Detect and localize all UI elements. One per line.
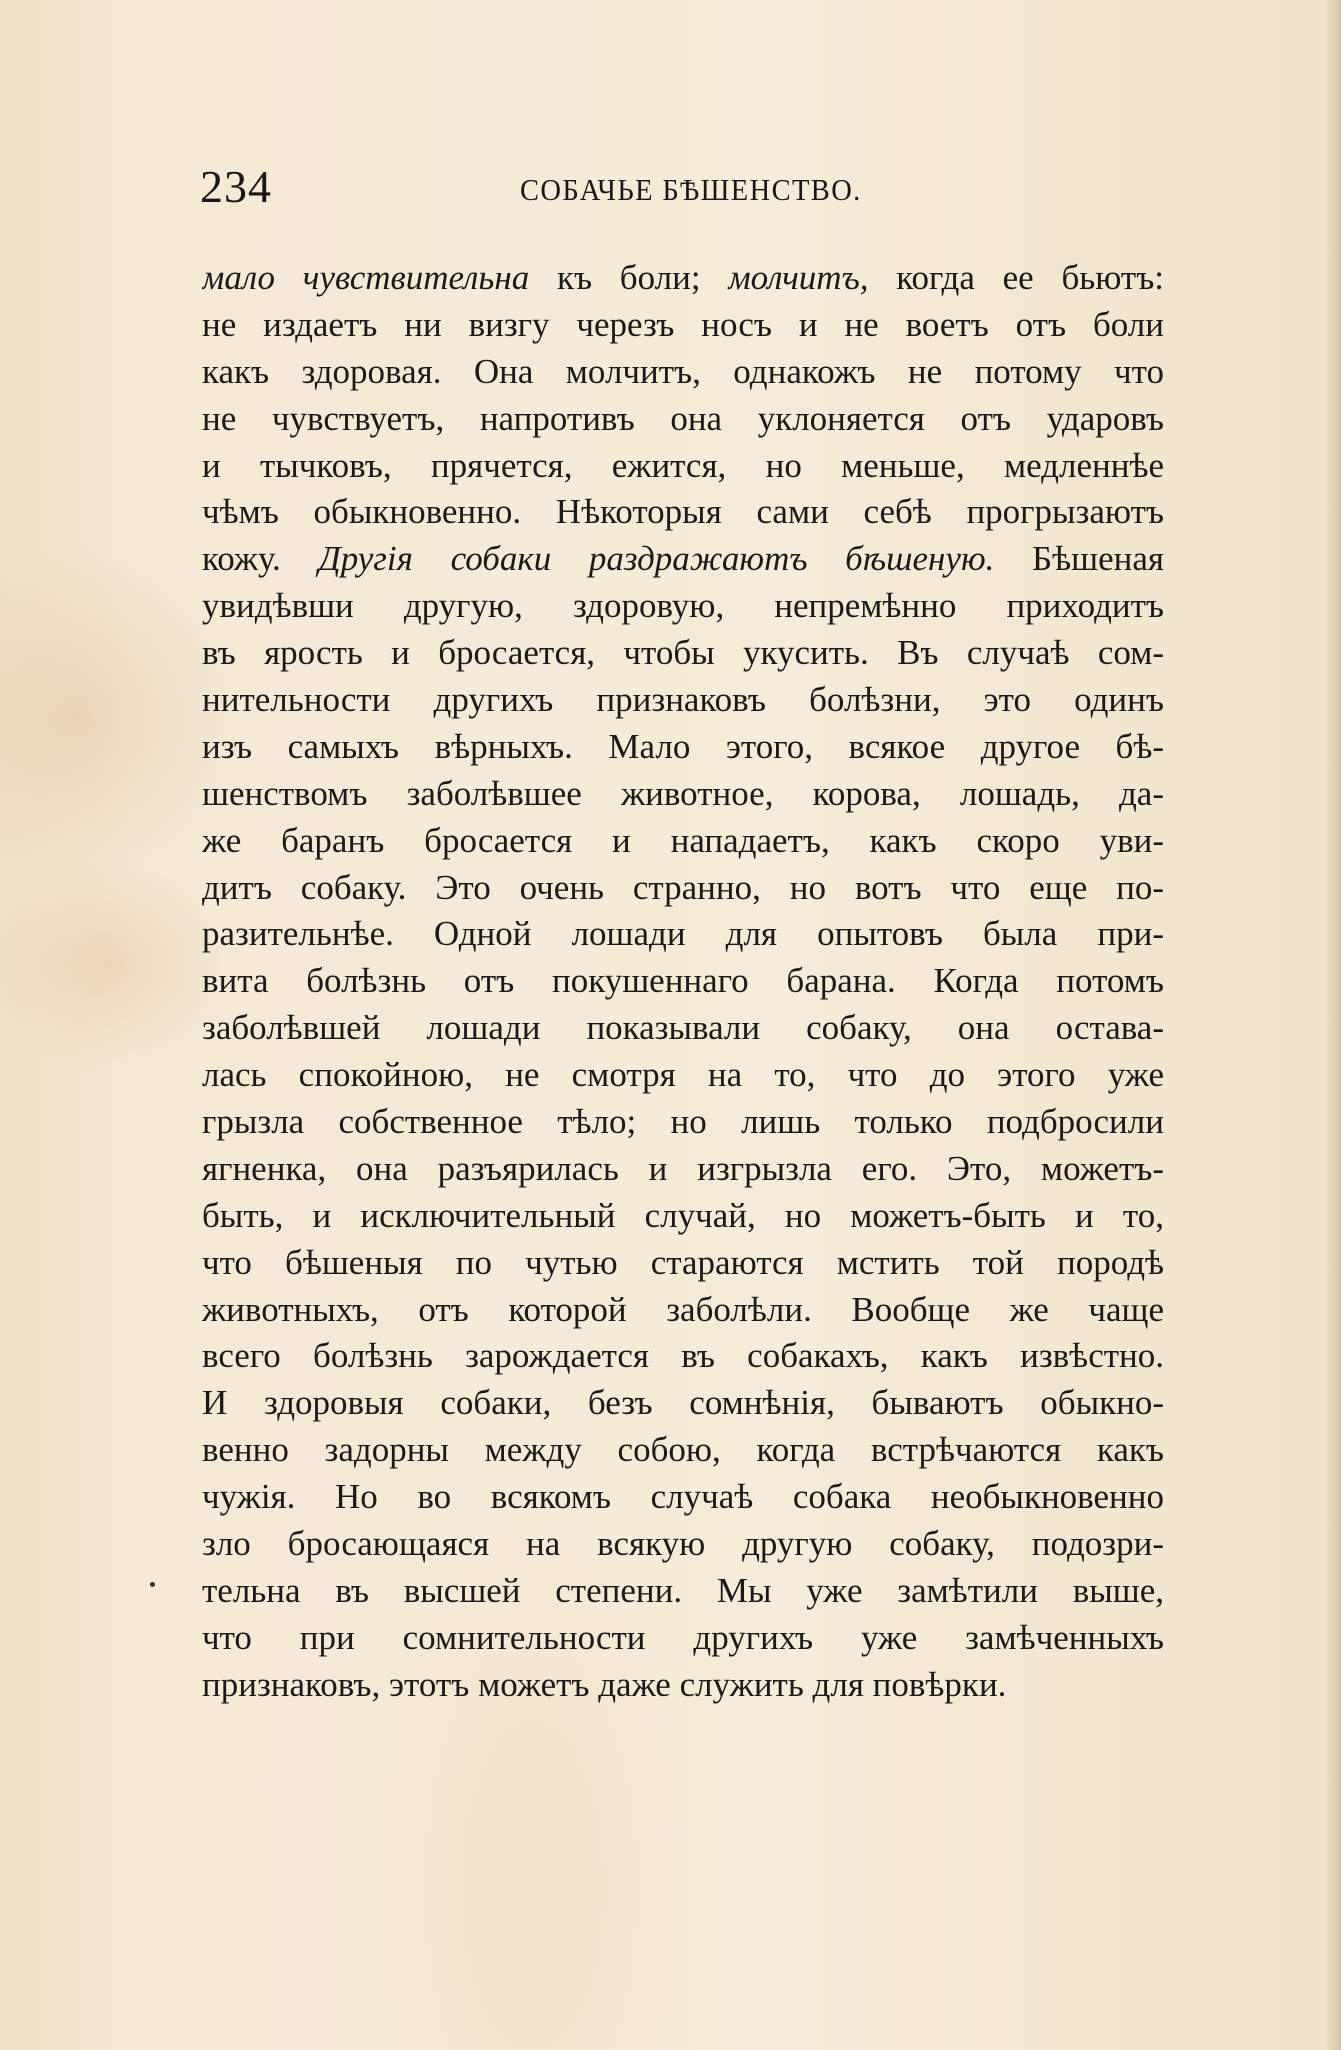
text-segment: чѣмъ обыкновенно. Нѣкоторыя сами себѣ прогрызаютъ xyxy=(202,492,1164,532)
text-line xyxy=(202,1427,1164,1474)
text-segment: всего болѣзнь зарождается въ собакахъ, какъ извѣстно. xyxy=(202,1336,1164,1376)
text-line xyxy=(202,1287,1164,1334)
text-segment: чужія. Но во всякомъ случаѣ собака необыкновенно xyxy=(202,1477,1164,1517)
page-number: 234 xyxy=(200,161,272,212)
text-segment: дитъ собаку. Это очень странно, но вотъ что еще по- xyxy=(202,867,1164,907)
text-line xyxy=(202,1193,1164,1240)
text-line xyxy=(202,536,1164,583)
text-line xyxy=(202,1146,1164,1193)
text-segment: кожу. xyxy=(202,539,319,579)
text-line xyxy=(202,1615,1164,1662)
text-segment: что бѣшеныя по чутью стараются мстить той породѣ xyxy=(202,1242,1164,1282)
text-line xyxy=(202,255,1164,302)
text-segment: и тычковъ, прячется, ежится, но меньше, медленнѣе xyxy=(202,445,1164,485)
text-segment: шенствомъ заболѣвшее животное, корова, лошадь, да- xyxy=(202,773,1164,813)
text-line xyxy=(202,302,1164,349)
text-segment: какъ здоровая. Она молчитъ, однакожъ не потому что xyxy=(202,351,1164,391)
page-edge-shadow xyxy=(1325,0,1341,2050)
text-segment: когда ее бьютъ: xyxy=(868,258,1164,297)
text-segment: животныхъ, отъ которой заболѣли. Вообще же чаще xyxy=(202,1289,1164,1329)
text-segment: къ боли; xyxy=(529,258,729,297)
text-line xyxy=(202,1005,1164,1052)
text-line xyxy=(202,1380,1164,1427)
text-segment: что при сомнительности другихъ уже замѣченныхъ xyxy=(202,1617,1164,1657)
text-segment: нительности другихъ признаковъ болѣзни, это одинъ xyxy=(202,680,1164,720)
text-line xyxy=(202,489,1164,536)
italic-text-segment: молчитъ, xyxy=(728,258,869,297)
text-segment: Бѣшеная xyxy=(994,539,1164,579)
text-segment: не чувствуетъ, напротивъ она уклоняется отъ ударовъ xyxy=(202,398,1164,438)
text-line xyxy=(202,1474,1164,1521)
text-line xyxy=(202,677,1164,724)
text-line xyxy=(202,771,1164,818)
text-line xyxy=(202,349,1164,396)
text-segment: увидѣвши другую, здоровую, непремѣнно приходитъ xyxy=(202,586,1164,626)
italic-text-segment: Другія собаки раздражаютъ бѣшеную. xyxy=(318,539,995,579)
text-segment: ягненка, она разъярилась и изгрызла его. Это, можетъ- xyxy=(202,1148,1164,1188)
margin-ink-dot xyxy=(150,1582,155,1587)
text-segment: изъ самыхъ вѣрныхъ. Мало этого, всякое другое бѣ- xyxy=(202,726,1164,766)
text-line xyxy=(202,911,1164,958)
text-segment: не издаетъ ни визгу черезъ носъ и не воетъ отъ боли xyxy=(202,304,1164,344)
text-line xyxy=(202,630,1164,677)
text-line xyxy=(202,583,1164,630)
italic-text-segment: мало чувствительна xyxy=(202,258,530,297)
text-segment: лась спокойною, не смотря на то, что до этого уже xyxy=(202,1055,1164,1095)
text-segment: И здоровыя собаки, безъ сомнѣнія, бываютъ обыкно- xyxy=(202,1383,1164,1423)
text-line xyxy=(202,1568,1164,1615)
text-segment: тельна въ высшей степени. Мы уже замѣтили выше, xyxy=(202,1570,1164,1610)
text-segment: венно задорны между собою, когда встрѣчаются какъ xyxy=(202,1430,1164,1470)
text-line xyxy=(202,396,1164,443)
text-line xyxy=(202,1240,1164,1287)
text-segment: грызла собственное тѣло; но лишь только подбросили xyxy=(202,1102,1164,1142)
text-line xyxy=(202,1521,1164,1568)
text-line xyxy=(202,1052,1164,1099)
text-segment: въ ярость и бросается, чтобы укусить. Въ случаѣ сом- xyxy=(202,633,1164,673)
text-segment: зло бросающаяся на всякую другую собаку, подозри- xyxy=(202,1524,1164,1564)
text-segment: быть, и исключительный случай, но можетъ-быть и то, xyxy=(202,1195,1164,1235)
text-line xyxy=(202,1099,1164,1146)
text-line xyxy=(202,1662,1164,1709)
text-line xyxy=(202,1333,1164,1380)
text-segment: заболѣвшей лошади показывали собаку, она остава- xyxy=(202,1008,1164,1048)
text-line xyxy=(202,958,1164,1005)
running-head xyxy=(200,160,1160,216)
running-title: СОБАЧЬЕ БѢШЕНСТВО. xyxy=(520,172,862,207)
text-segment: разительнѣе. Одной лошади для опытовъ была при- xyxy=(202,914,1164,954)
text-line xyxy=(202,724,1164,771)
body-text xyxy=(202,255,1164,1709)
text-segment: же баранъ бросается и нападаетъ, какъ скоро уви- xyxy=(202,820,1164,860)
text-line xyxy=(202,865,1164,912)
text-line xyxy=(202,818,1164,865)
text-line xyxy=(202,443,1164,490)
text-segment: признаковъ, этотъ можетъ даже служить для повѣрки. xyxy=(202,1664,1007,1704)
text-segment: вита болѣзнь отъ покушеннаго барана. Когда потомъ xyxy=(202,961,1164,1001)
